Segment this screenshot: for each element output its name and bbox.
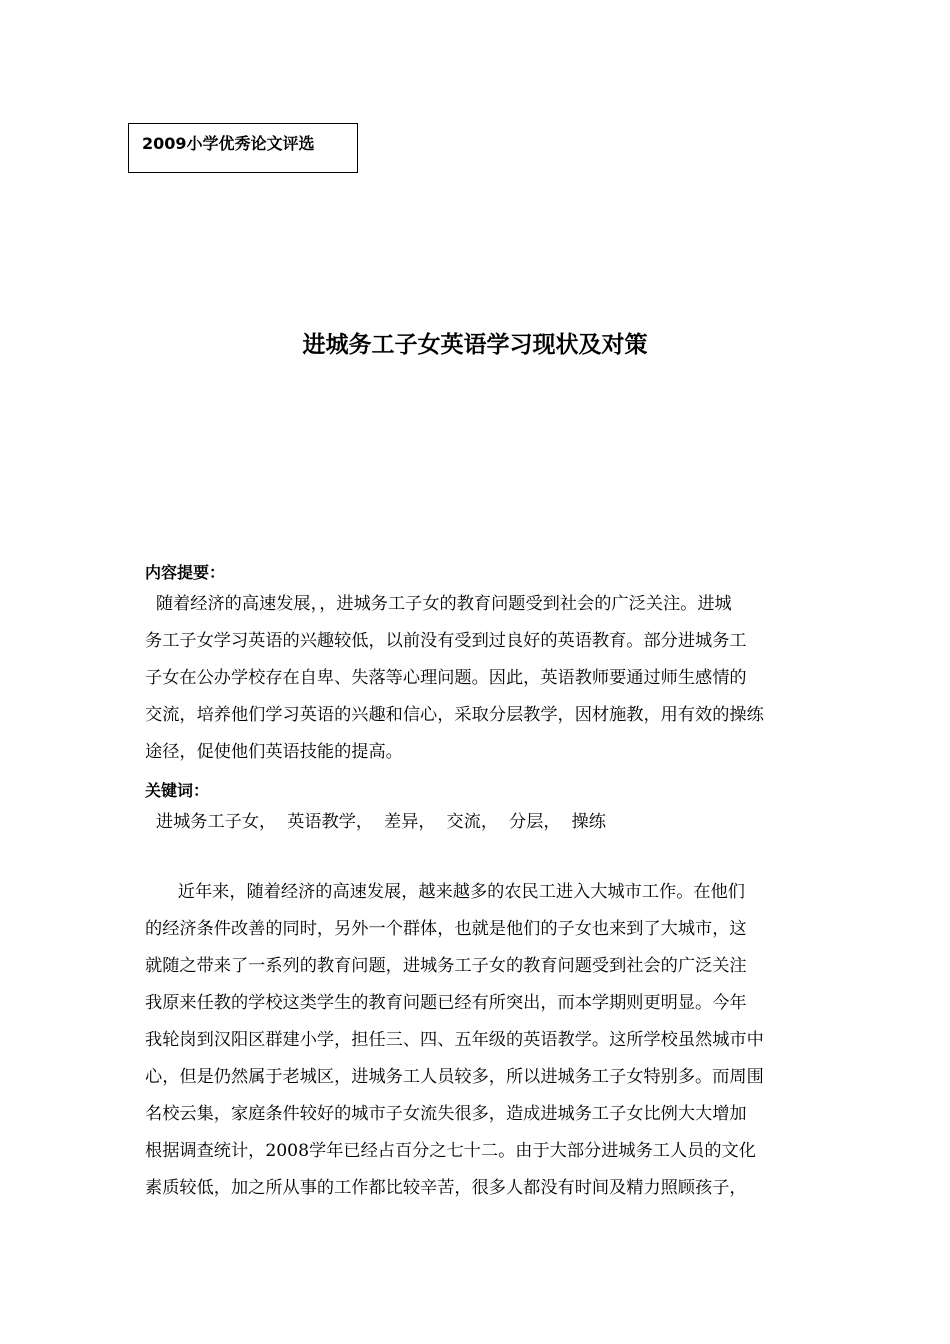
body-line: 心，但是仍然属于老城区，进城务工人员较多，所以进城务工子女特别多。而周围 (145, 1067, 764, 1087)
abstract-label: 内容提要： (145, 563, 226, 582)
body-line: 名校云集，家庭条件较好的城市子女流失很多，造成进城务工子女比例大大增加 (145, 1104, 747, 1124)
keywords-line: 进城务工子女， 英语教学， 差异， 交流， 分层， 操练 (145, 812, 606, 832)
header-box-text: 2009小学优秀论文评选 (142, 134, 315, 153)
page-title: 进城务工子女英语学习现状及对策 (302, 332, 648, 358)
abstract-line: 交流，培养他们学习英语的兴趣和信心，采取分层教学，因材施教，用有效的操练 (145, 705, 764, 725)
body-line: 素质较低，加之所从事的工作都比较辛苦，很多人都没有时间及精力照顾孩子， (145, 1178, 747, 1198)
body-line: 根据调查统计，2008学年已经占百分之七十二。由于大部分进城务工人员的文化 (145, 1141, 756, 1161)
abstract-line: 务工子女学习英语的兴趣较低，以前没有受到过良好的英语教育。部分进城务工 (145, 631, 747, 651)
body-line: 近年来，随着经济的高速发展，越来越多的农民工进入大城市工作。在他们 (145, 882, 745, 902)
body-line: 就随之带来了一系列的教育问题，进城务工子女的教育问题受到社会的广泛关注 (145, 956, 747, 976)
body-line: 的经济条件改善的同时，另外一个群体，也就是他们的子女也来到了大城市，这 (145, 919, 747, 939)
keywords-label: 关键词： (145, 781, 210, 800)
abstract-line: 随着经济的高速发展，，进城务工子女的教育问题受到社会的广泛关注。进城 (145, 594, 732, 614)
abstract-line: 途径，促使他们英语技能的提高。 (145, 742, 403, 762)
body-line: 我原来任教的学校这类学生的教育问题已经有所突出，而本学期则更明显。今年 (145, 993, 747, 1013)
body-line: 我轮岗到汉阳区群建小学，担任三、四、五年级的英语教学。这所学校虽然城市中 (145, 1030, 764, 1050)
abstract-line: 子女在公办学校存在自卑、失落等心理问题。因此，英语教师要通过师生感情的 (145, 668, 747, 688)
header-box (128, 123, 358, 173)
